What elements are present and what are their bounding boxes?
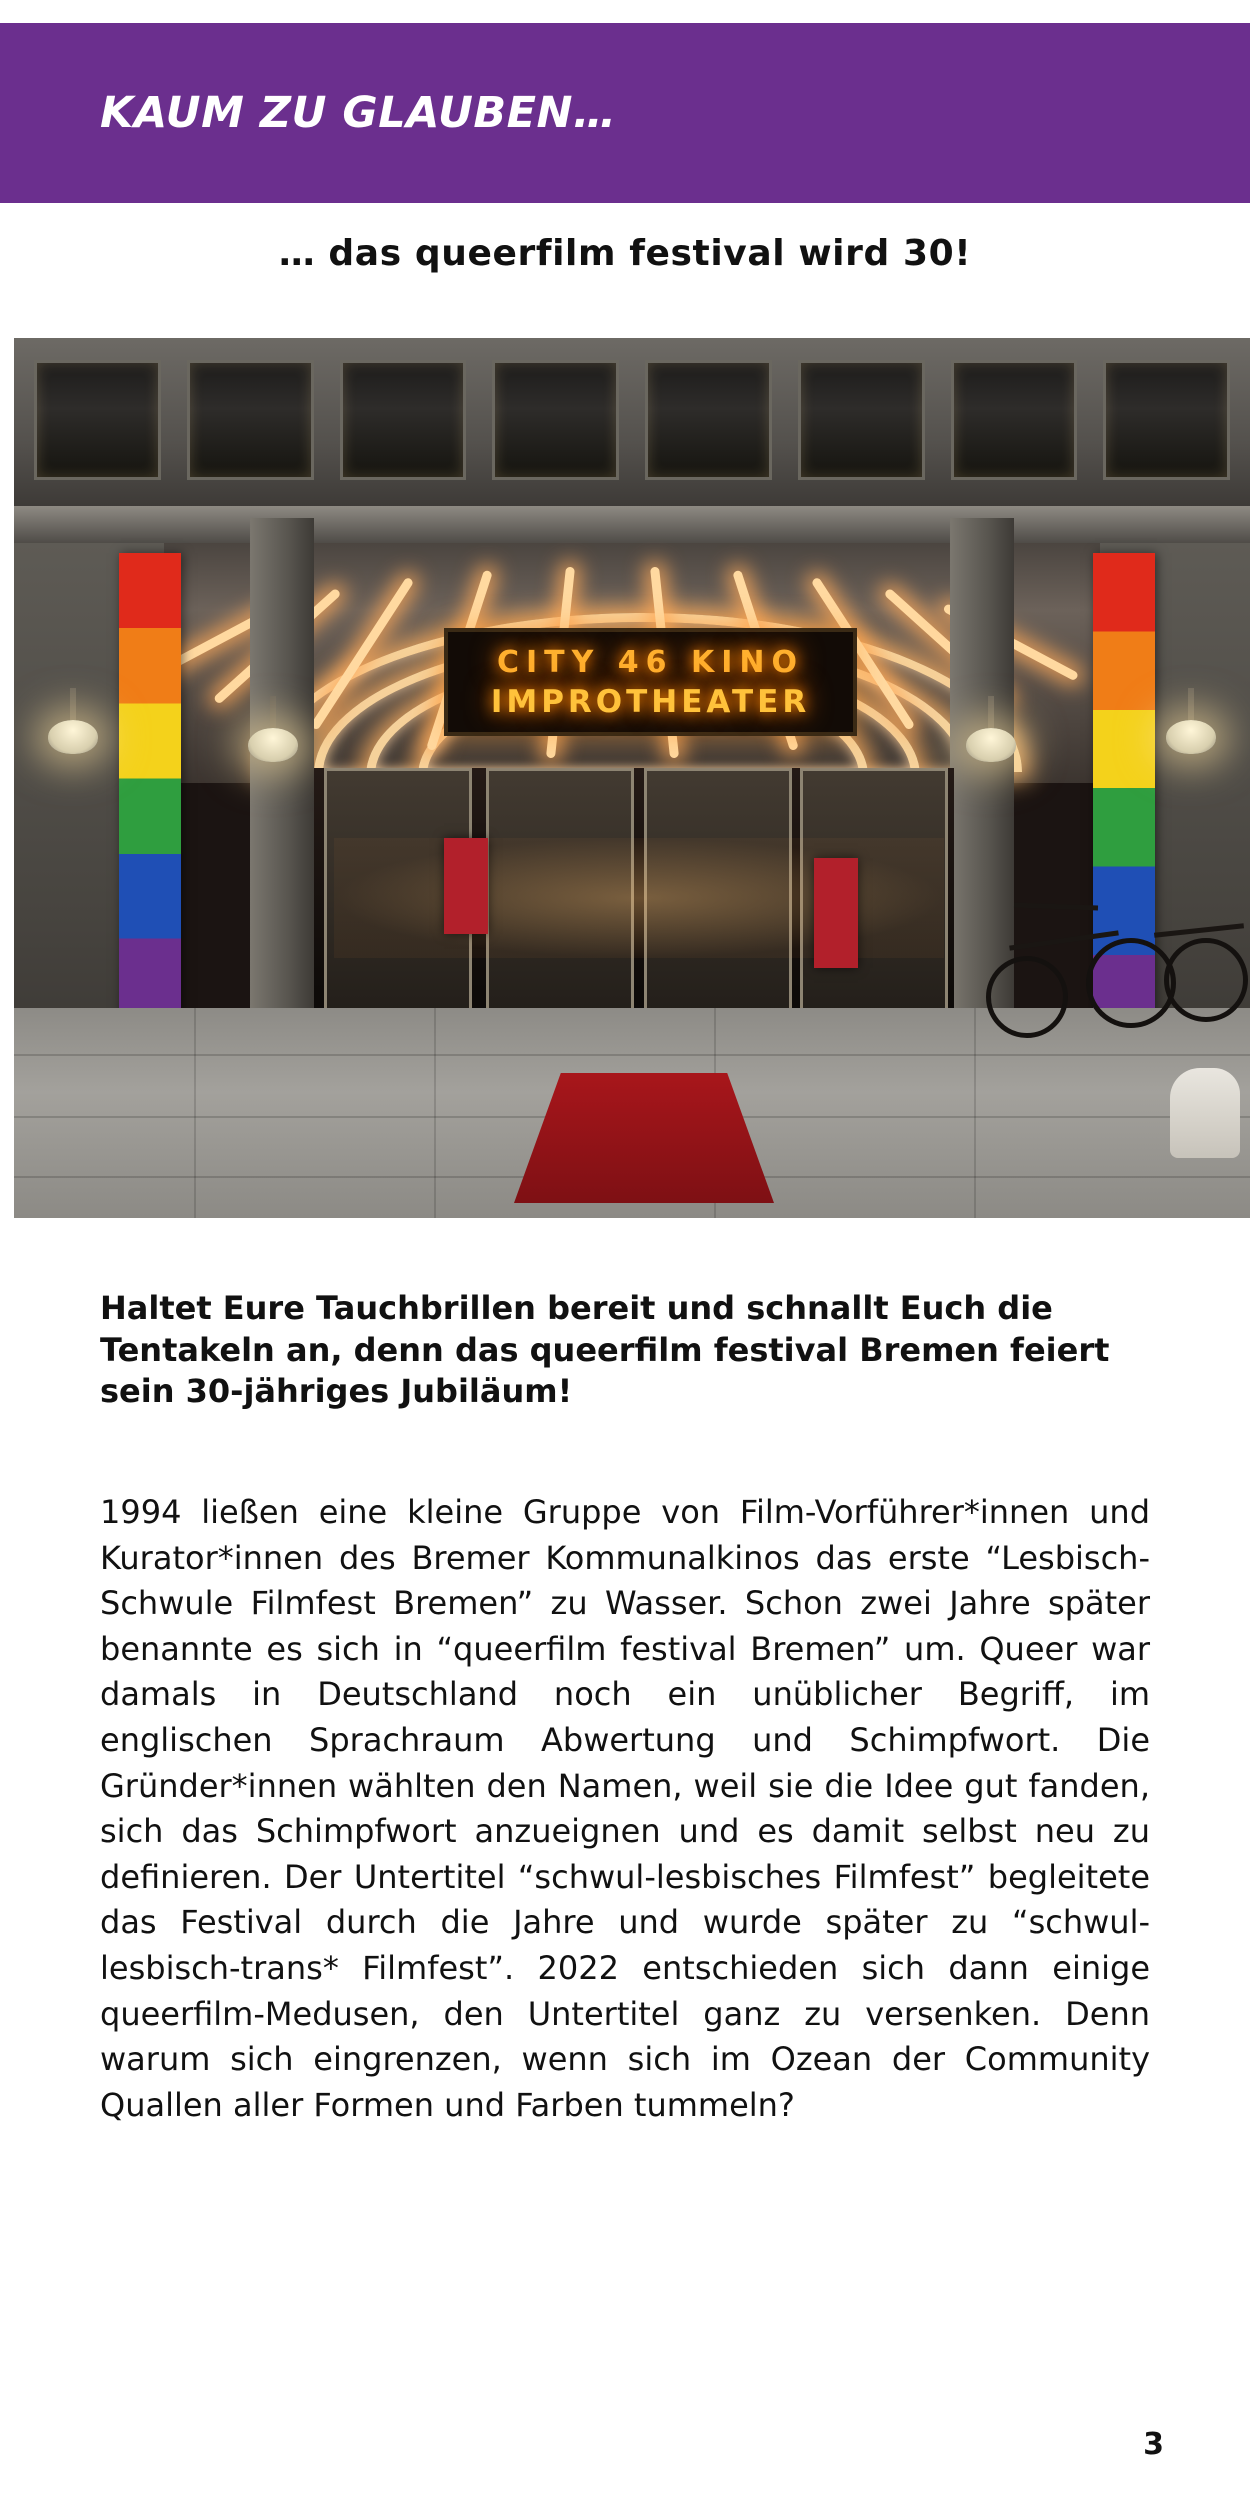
pilaster-right [950,518,1014,1038]
article-body [100,1490,1150,2128]
article-paragraph: 1994 ließen eine kleine Gruppe von Film-Vorführer*innen und Kurator*innen des Bremer Kommunalkinos das erste “Lesbisch-Schwule Filmfest Bremen” zu Wasser. Schon zwei Jahre später benannte es sich in “queerfilm festival Bremen” um. Queer war damals in Deutschland noch ein unüblicher Begriff, im englischen Sprachraum Abwertung und Schimpfwort. Die Gründer*innen wählten den Namen, weil sie die Idee gut fanden, sich das Schimpfwort anzueignen und es damit selbst neu zu definieren. Der Untertitel “schwul-lesbisches Filmfest” begleitete das Festival durch die Jahre und wurde später zu “schwul-lesbisch-trans* Filmfest”. 2022 entschieden sich dann einige queerfilm-Medusen, den Untertitel ganz zu versenken. Denn warum sich eingrenzen, wenn sich im Ozean der Community Quallen aller Formen und Farben tummeln? [100,1493,1150,2124]
lobby-poster [814,858,858,968]
facade-upper [14,338,1250,513]
marquee-line-1: CITY 46 KINO [496,644,805,680]
lead-paragraph: Haltet Eure Tauchbrillen bereit und schnallt Euch die Tentakeln an, denn das queerfilm festival Bremen feiert sein 30-jähriges Jubiläum! [100,1289,1110,1411]
marquee-line-2: IMPROTHEATER [490,683,811,720]
wall-lamp [48,720,98,754]
page-title: KAUM ZU GLAUBEN… [100,88,617,138]
pilaster-left [250,518,314,1038]
trash-bag [1170,1068,1240,1158]
wall-lamp [248,728,298,762]
marquee-sign [444,628,857,736]
subtitle: … das queerfilm festival wird 30! [278,233,972,274]
lobby-poster [444,838,488,934]
header-band [0,23,1250,203]
rainbow-flag-left [119,553,181,1023]
cornice [14,506,1250,546]
wall-lamp [1166,720,1216,754]
page-number: 3 [1143,2427,1164,2462]
wall-lamp [966,728,1016,762]
cinema-entrance-photo [14,338,1250,1218]
